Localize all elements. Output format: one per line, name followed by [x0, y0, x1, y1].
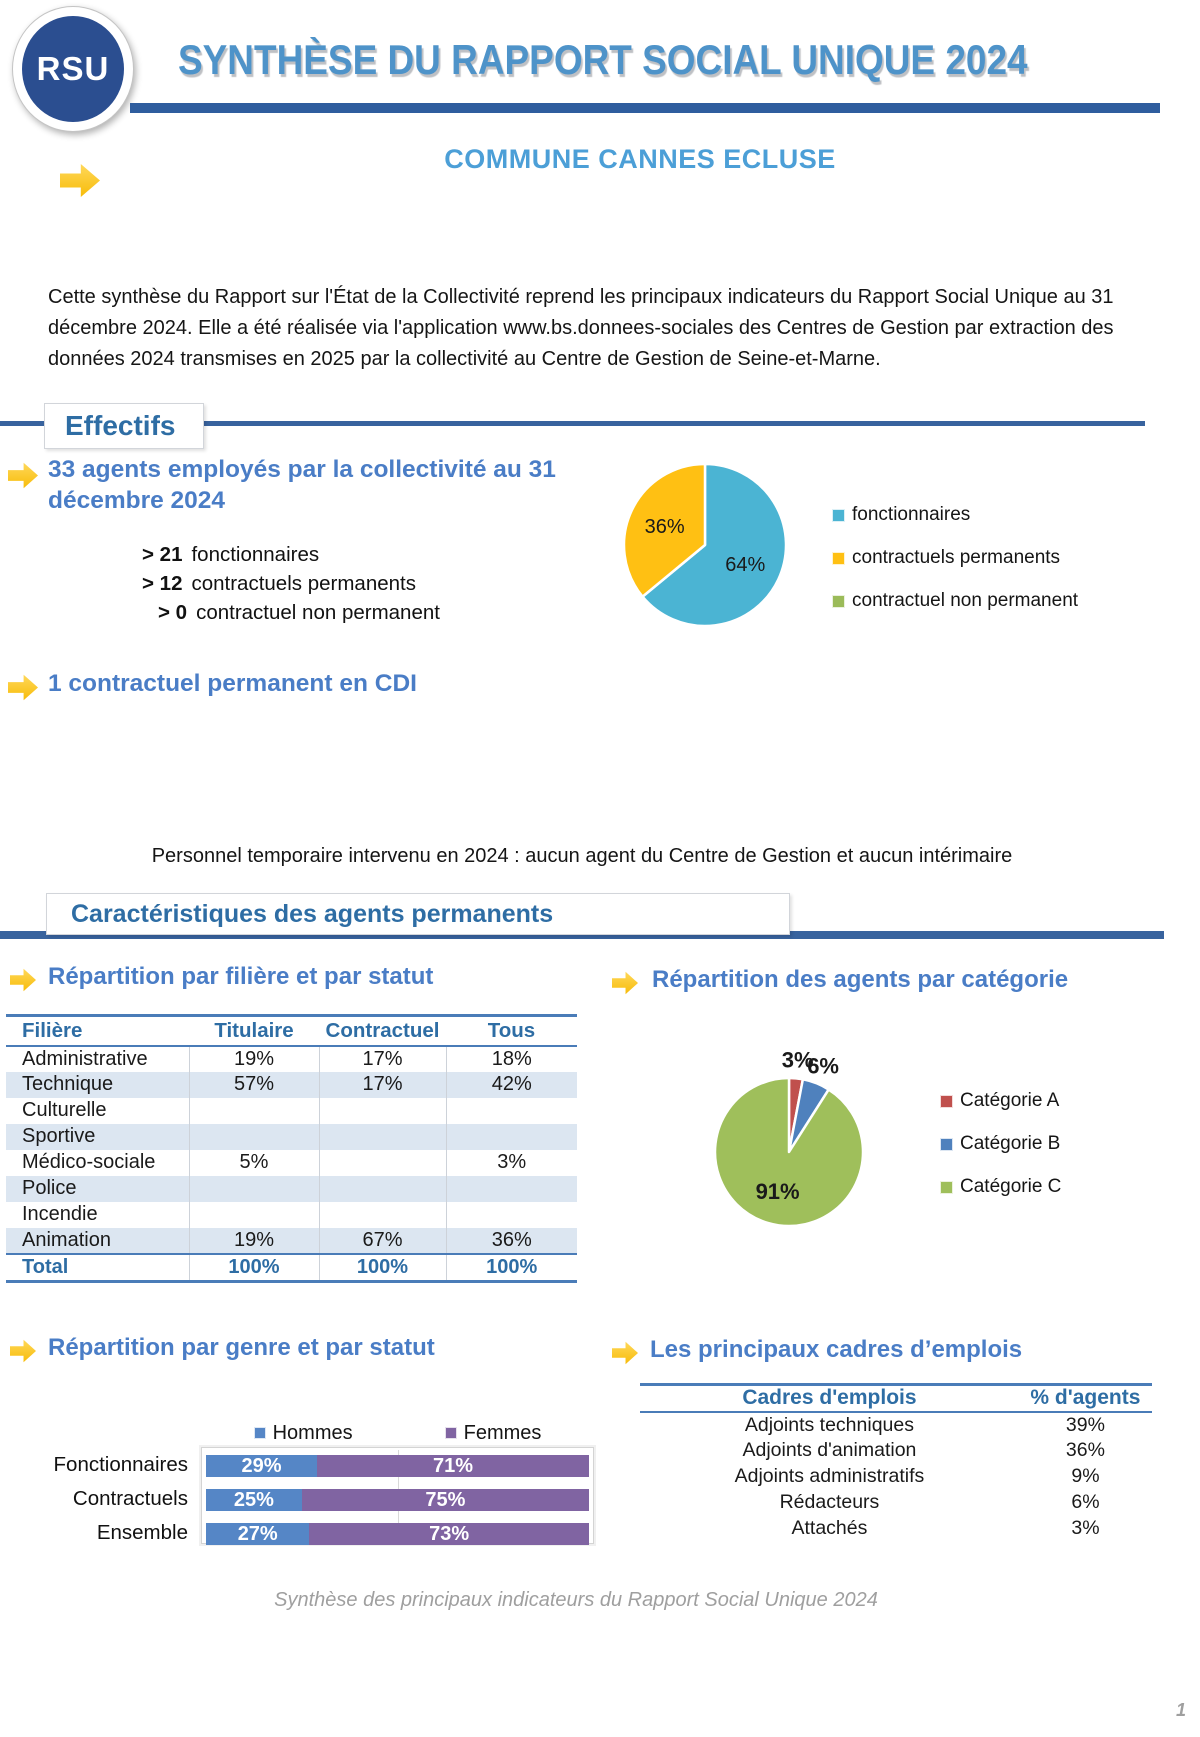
table-cell: 17% [319, 1046, 446, 1072]
page-number: 1 [1175, 1700, 1186, 1720]
legend-swatch [832, 552, 845, 565]
table-cell: 18% [446, 1046, 577, 1072]
table-cell [446, 1098, 577, 1124]
table-cell: 36% [1065, 1439, 1105, 1461]
table-cell: 100% [189, 1254, 319, 1282]
table-cell: 42% [446, 1072, 577, 1098]
legend-label: Catégorie B [960, 1133, 1061, 1154]
genre-bar-chart [201, 1447, 594, 1544]
bullet-label: contractuels permanents [191, 572, 416, 595]
table-cell: Sportive [6, 1124, 189, 1150]
arrow-icon [612, 1341, 638, 1365]
table-cell: Rédacteurs [779, 1491, 880, 1513]
cadres-heading: Les principaux cadres d’emplois [650, 1336, 1023, 1363]
bullet-value: > 21 [142, 543, 183, 566]
arrow-icon [10, 1339, 36, 1363]
categorie-pie-chart [664, 1035, 914, 1285]
table-cell: Total [6, 1254, 189, 1282]
section-title-caracteristiques [46, 893, 790, 935]
table-row [6, 1098, 577, 1124]
legend-item [832, 591, 1078, 611]
rsu-logo-circle [22, 16, 124, 122]
table-cell [319, 1202, 446, 1228]
legend-label: Catégorie A [960, 1090, 1060, 1111]
table-cell: 19% [189, 1228, 319, 1254]
cdi-note: 1 contractuel permanent en CDI [48, 670, 417, 697]
legend-label: contractuel non permanent [852, 590, 1079, 611]
table-cell [189, 1098, 319, 1124]
bar-row-Ensemble [206, 1523, 589, 1545]
statut-pie-legend [832, 505, 1078, 611]
legend-item [445, 1421, 542, 1444]
bar-segment-Hommes: 27% [206, 1523, 309, 1545]
filiere-heading: Répartition par filière et par statut [48, 963, 434, 990]
table-cell: 39% [1065, 1413, 1105, 1436]
table-row [640, 1464, 1152, 1490]
bar-row-Fonctionnaires [206, 1455, 589, 1477]
table-row [640, 1438, 1152, 1464]
bar-segment-Femmes: 71% [317, 1455, 589, 1477]
table-cell: Incendie [22, 1203, 98, 1225]
legend-swatch [832, 595, 845, 608]
table-cell: 3% [1071, 1517, 1100, 1539]
table-cell: 19% [189, 1046, 319, 1072]
pie-data-label: 91% [755, 1178, 800, 1204]
table-cell [319, 1098, 446, 1124]
bar-row-Contractuels [206, 1489, 589, 1511]
genre-heading: Répartition par genre et par statut [48, 1334, 435, 1361]
column-header: Tous [446, 1016, 577, 1046]
table-cell: Police [6, 1176, 189, 1202]
bar-segment-Hommes: 29% [206, 1455, 317, 1477]
legend-label: contractuels permanents [852, 547, 1061, 568]
table-cell: 100% [446, 1254, 577, 1282]
legend-item [940, 1091, 1061, 1111]
legend-swatch [254, 1427, 266, 1439]
rsu-logo-text: RSU [36, 50, 110, 87]
bar-segment-Femmes: 73% [309, 1523, 589, 1545]
effectifs-headline: 33 agents employés par la collectivité au 31 décembre 2024 [48, 456, 556, 514]
table-cell: 3% [446, 1150, 577, 1176]
table-row [6, 1202, 577, 1228]
table-row [6, 1228, 577, 1254]
table-cell: Attachés [791, 1517, 868, 1539]
table-cell: Adjoints administratifs [734, 1465, 925, 1487]
genre-category-label: Contractuels [72, 1487, 188, 1510]
categorie-heading: Répartition des agents par catégorie [652, 966, 1069, 993]
table-cell [319, 1176, 446, 1202]
table-cell [319, 1124, 446, 1150]
table-header-row [6, 1016, 577, 1046]
legend-item [940, 1134, 1061, 1154]
pie-data-label: 64% [725, 554, 766, 576]
table-cell: 67% [319, 1228, 446, 1254]
section-title-text: Effectifs [65, 410, 176, 441]
cadres-emplois-table [640, 1383, 1152, 1542]
table-cell: Adjoints d'animation [742, 1439, 917, 1461]
page-title: SYNTHÈSE DU RAPPORT SOCIAL UNIQUE 2024 [178, 36, 1028, 83]
table-cell: Adjoints techniques [744, 1413, 914, 1436]
genre-chart-legend [201, 1421, 594, 1444]
bullet-item [158, 598, 440, 627]
statut-pie-chart [605, 444, 805, 649]
legend-swatch [940, 1138, 953, 1151]
table-cell: Technique [6, 1072, 189, 1098]
table-cell [446, 1202, 577, 1228]
table-row [640, 1412, 1152, 1438]
arrow-icon [8, 462, 38, 489]
table-cell: Médico-sociale [22, 1151, 156, 1173]
footer-caption: Synthèse des principaux indicateurs du Rapport Social Unique 2024 [274, 1589, 878, 1611]
bullet-item [142, 569, 440, 598]
table-cell: Culturelle [22, 1099, 107, 1121]
table-cell: 9% [1071, 1465, 1100, 1487]
legend-swatch [940, 1095, 953, 1108]
table-cell: 6% [1071, 1491, 1100, 1513]
table-cell [446, 1176, 577, 1202]
legend-item [832, 548, 1078, 568]
table-cell: 5% [189, 1150, 319, 1176]
table-cell: 100% [319, 1254, 446, 1282]
filiere-statut-table [6, 1014, 577, 1283]
legend-swatch [445, 1427, 457, 1439]
legend-label: fonctionnaires [852, 504, 971, 525]
bullet-item [142, 540, 440, 569]
table-cell: Animation [6, 1228, 189, 1254]
bullet-label: fonctionnaires [191, 543, 320, 566]
genre-category-label: Ensemble [96, 1521, 188, 1544]
commune-subtitle: COMMUNE CANNES ECLUSE [444, 144, 836, 174]
legend-swatch [940, 1181, 953, 1194]
table-cell: Administrative [22, 1047, 148, 1070]
bullet-value: > 12 [142, 572, 183, 595]
genre-category-label: Fonctionnaires [53, 1453, 188, 1476]
temporary-staff-note: Personnel temporaire intervenu en 2024 : aucun agent du Centre de Gestion et aucun intérimaire [151, 845, 1013, 867]
column-header: Cadres d'emplois [640, 1385, 1019, 1412]
table-cell [319, 1150, 446, 1176]
pie-data-label: 3% [781, 1047, 814, 1073]
table-cell: 17% [319, 1072, 446, 1098]
section-title-text: Caractéristiques des agents permanents [71, 899, 554, 928]
column-header: Titulaire [189, 1016, 319, 1046]
bullet-label: contractuel non permanent [196, 601, 440, 624]
table-row [640, 1490, 1152, 1516]
section-title-effectifs [44, 403, 204, 449]
table-row [640, 1516, 1152, 1542]
pie-data-label: 36% [644, 516, 685, 538]
table-cell: 57% [189, 1072, 319, 1098]
column-header: % d'agents [1019, 1385, 1152, 1412]
table-cell: 36% [446, 1228, 577, 1254]
table-row [6, 1176, 577, 1202]
legend-item [254, 1421, 353, 1444]
header-divider [130, 103, 1160, 113]
legend-swatch [832, 509, 845, 522]
table-header-row [640, 1385, 1152, 1412]
table-cell [189, 1202, 319, 1228]
legend-label: Femmes [463, 1421, 542, 1444]
table-cell [446, 1124, 577, 1150]
table-cell [189, 1176, 319, 1202]
arrow-icon [10, 968, 36, 992]
pie-data-label: 6% [807, 1053, 839, 1079]
legend-item [832, 505, 1078, 525]
column-header: Contractuel [319, 1016, 446, 1046]
categorie-pie-legend [940, 1091, 1061, 1197]
table-row [6, 1150, 577, 1176]
arrow-icon [612, 971, 638, 995]
table-row [6, 1124, 577, 1150]
rsu-logo-badge [12, 6, 134, 132]
legend-label: Hommes [272, 1421, 353, 1444]
legend-label: Catégorie C [960, 1176, 1062, 1197]
table-row [6, 1046, 577, 1072]
bar-segment-Femmes: 75% [302, 1489, 589, 1511]
effectifs-bullet-list [142, 540, 440, 627]
bullet-value: > 0 [158, 601, 188, 624]
table-cell [189, 1124, 319, 1150]
intro-paragraph: Cette synthèse du Rapport sur l'État de la Collectivité reprend les principaux indicateurs du Rapport Social Unique au 31 décembre 2024. Elle a été réalisée via l'application www.bs.donnees-sociales des Centres de Gestion par extraction des données 2024 transmises en 2025 par la collectivité au Centre de Gestion de Seine-et-Marne. [48, 286, 1114, 370]
table-total-row [6, 1254, 577, 1282]
column-header: Filière [6, 1016, 189, 1046]
legend-item [940, 1177, 1061, 1197]
bar-segment-Hommes: 25% [206, 1489, 302, 1511]
arrow-icon [8, 674, 38, 701]
table-row [6, 1072, 577, 1098]
